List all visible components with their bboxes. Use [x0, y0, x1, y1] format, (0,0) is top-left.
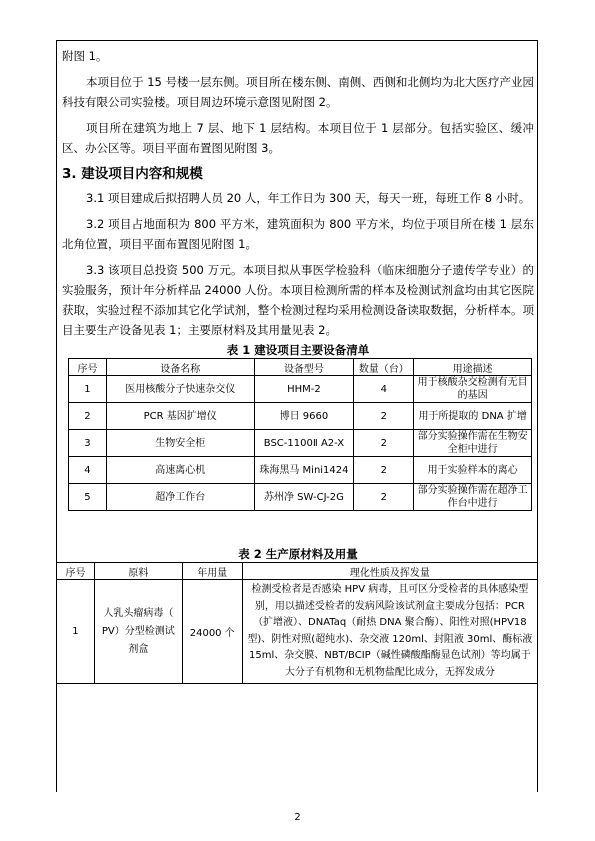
- equipment-use: 用于所提取的 DNA 扩增: [414, 403, 532, 430]
- paragraph-3-3: 3.3 该项目总投资 500 万元。本项目拟从事医学检验科（临床细胞分子遗传学专业）的实验服务，预计年分析样品 24000 人份。本项目检测所需的样本及检测试剂盒均由其它医院获取，实验过程不添加其它化学试剂，整个检测过程均采用检测设备读取数据，分析样本。项目主要生产设备见表 1；主要原材料及其用量见表 2。: [62, 263, 534, 337]
- table1-header: 序号: [69, 359, 107, 376]
- document-body: [62, 46, 534, 684]
- table-row: [69, 457, 532, 484]
- table2-header: 序号: [57, 563, 95, 580]
- equipment-name: 医用核酸分子快速杂交仪: [106, 376, 254, 403]
- equipment-qty: 2: [354, 484, 414, 511]
- row-number: 3: [69, 430, 107, 457]
- table2-header: 原料: [94, 563, 182, 580]
- page-number: 2: [294, 812, 301, 823]
- equipment-model: 苏州净 SW-CJ-2G: [254, 484, 354, 511]
- equipment-model: 博日 9660: [254, 403, 354, 430]
- row-number: 2: [69, 403, 107, 430]
- section-heading: 3. 建设项目内容和规模: [62, 166, 203, 182]
- equipment-model: 珠海黑马 Mini1424: [254, 457, 354, 484]
- table1-header: 数量（台）: [354, 359, 414, 376]
- paragraph-3-1: 3.1 项目建成后拟招聘人员 20 人，年工作日为 300 天，每天一班，每班工作 8 小时。: [86, 191, 531, 205]
- equipment-name: PCR 基因扩增仪: [106, 403, 254, 430]
- table1-caption: 表 1 建设项目主要设备清单: [226, 343, 370, 357]
- table1-header: 用途描述: [414, 359, 532, 376]
- material-name: 人乳头瘤病毒（ PV）分型检测试剂盒: [94, 580, 182, 684]
- equipment-model: HHM-2: [254, 376, 354, 403]
- equipment-table: [68, 358, 532, 511]
- paragraph-location: 本项目位于 15 号楼一层东侧。项目所在楼东侧、南侧、西侧和北侧均为北大医疗产业园科技有限公司实验楼。项目周边环境示意图见附图 2。: [62, 75, 534, 109]
- row-number: 1: [57, 580, 95, 684]
- table1-header: 设备型号: [254, 359, 354, 376]
- equipment-use: 部分实验操作需在超净工作台中进行: [414, 484, 532, 511]
- paragraph-building: 项目所在建筑为地上 7 层、地下 1 层结构。本项目位于 1 层部分。包括实验区、缓冲区、办公区等。项目平面布置图见附图 3。: [62, 121, 534, 155]
- table-row: [57, 580, 538, 684]
- table-row: [69, 484, 532, 511]
- equipment-name: 高速离心机: [106, 457, 254, 484]
- table2-caption: 表 2 生产原材料及用量: [238, 547, 358, 561]
- equipment-qty: 4: [354, 376, 414, 403]
- materials-table: [56, 562, 538, 684]
- paragraph-continuation: 附图 1。: [62, 49, 108, 63]
- equipment-qty: 2: [354, 430, 414, 457]
- table-row: [69, 430, 532, 457]
- equipment-use: 用于核酸杂交检测有无目的基因: [414, 376, 532, 403]
- row-number: 5: [69, 484, 107, 511]
- table-row: [69, 376, 532, 403]
- table2-header: 年用量: [182, 563, 242, 580]
- row-number: 1: [69, 376, 107, 403]
- equipment-name: 生物安全柜: [106, 430, 254, 457]
- equipment-qty: 2: [354, 457, 414, 484]
- equipment-model: BSC-1100Ⅱ A2-X: [254, 430, 354, 457]
- table1-header: 设备名称: [106, 359, 254, 376]
- table-row: [69, 403, 532, 430]
- equipment-qty: 2: [354, 403, 414, 430]
- row-number: 4: [69, 457, 107, 484]
- paragraph-3-2: 3.2 项目占地面积为 800 平方米，建筑面积为 800 平方米，均位于项目所在楼 1 层东北角位置，项目平面布置图见附图 1。: [62, 217, 534, 251]
- equipment-name: 超净工作台: [106, 484, 254, 511]
- material-amount: 24000 个: [182, 580, 242, 684]
- material-description: 检测受检者是否感染 HPV 病毒，且可区分受检者的具体感染型别，用以描述受检者的发病风险该试剂盒主要成分包括：PCR（扩增液）、DNATaq（耐热 DNA 聚合酶）、阳性对照(HPV18 型)、阴性对照(超纯水)、杂交液 120ml、封阻液 30ml、酶标液 15ml、杂交膜、NBT/BCIP（碱性磷酸酯酶显色试剂）等均属于大分子有机物和无机物盐配比成分，无挥发成分: [242, 580, 537, 684]
- equipment-use: 部分实验操作需在生物安全柜中进行: [414, 430, 532, 457]
- equipment-use: 用于实验样本的离心: [414, 457, 532, 484]
- table2-header: 理化性质及挥发量: [242, 563, 537, 580]
